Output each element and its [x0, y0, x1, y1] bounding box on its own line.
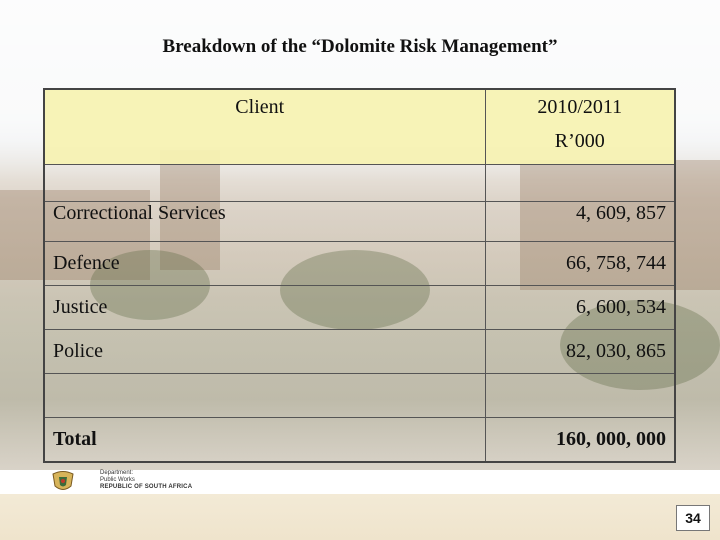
- table-total-row: [44, 418, 675, 463]
- row-client: Defence: [44, 242, 485, 286]
- row-amount: 4, 609, 857: [485, 202, 675, 242]
- budget-table: [43, 88, 676, 463]
- header-client: Client: [44, 89, 485, 165]
- table-row: [44, 202, 675, 242]
- footer-band: [0, 494, 720, 540]
- header-period-year: 2010/2011: [537, 96, 623, 118]
- row-amount: 82, 030, 865: [485, 330, 675, 374]
- dept-line-2: Public Works: [100, 477, 135, 483]
- department-logo-text: [100, 470, 192, 491]
- table-header-row: [44, 89, 675, 165]
- row-amount: 66, 758, 744: [485, 242, 675, 286]
- row-client: Justice: [44, 286, 485, 330]
- header-period-unit: R’000: [554, 130, 605, 152]
- dept-line-3: REPUBLIC OF SOUTH AFRICA: [100, 484, 193, 490]
- table-row: [44, 242, 675, 286]
- table-row: [44, 286, 675, 330]
- total-amount: 160, 000, 000: [485, 418, 675, 463]
- coat-of-arms-icon: [50, 470, 76, 494]
- header-period: [485, 89, 675, 165]
- row-client: Police: [44, 330, 485, 374]
- row-amount: 6, 600, 534: [485, 286, 675, 330]
- total-label: Total: [44, 418, 485, 463]
- table-row-spacer: [44, 374, 675, 418]
- dept-line-1: Department:: [100, 470, 134, 476]
- row-client: Correctional Services: [44, 202, 485, 242]
- table-row-spacer: [44, 165, 675, 202]
- slide-title: Breakdown of the “Dolomite Risk Management”: [162, 36, 558, 57]
- table-row: [44, 330, 675, 374]
- page-number: 34: [676, 505, 710, 531]
